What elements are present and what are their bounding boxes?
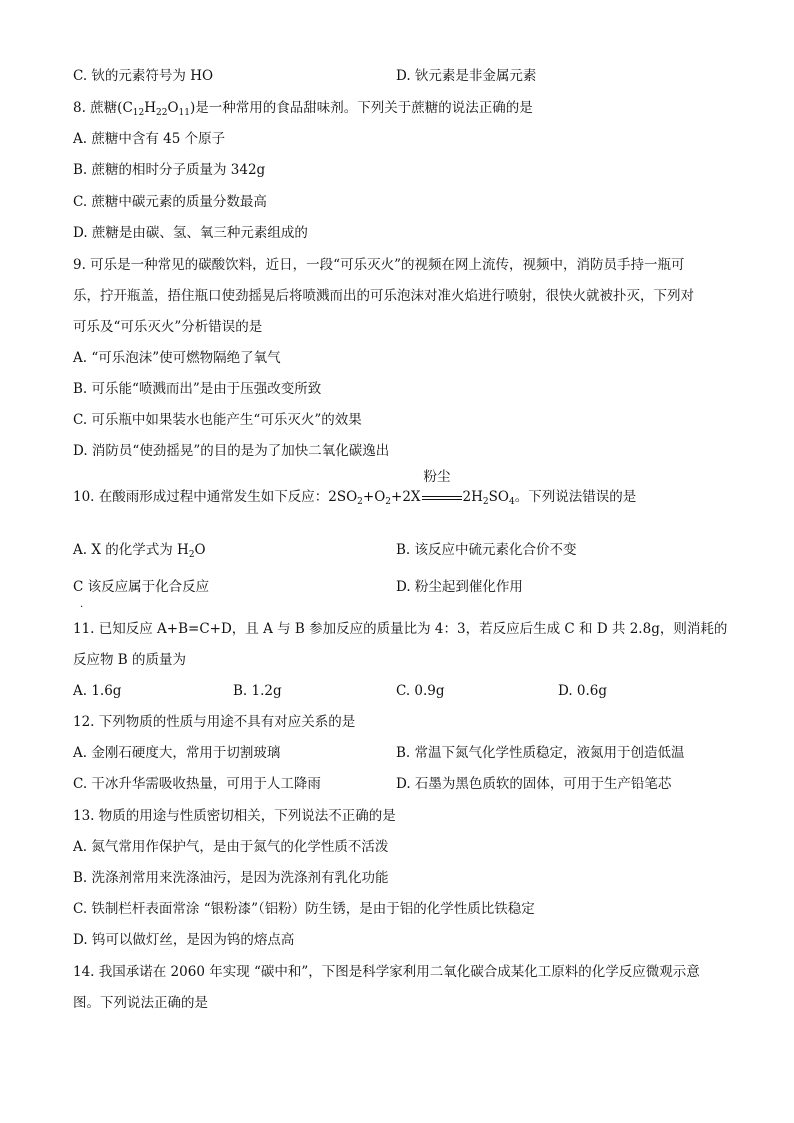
reaction-condition: 粉尘 — [423, 469, 451, 485]
q10-option-b: B. 该反应中硫元素化合价不变 — [396, 542, 577, 558]
q11-option-d: D. 0.6g — [558, 683, 608, 699]
q14-stem-line1: 14. 我国承诺在 2060 年实现 “碳中和”，下图是科学家利用二氧化碳合成某化工原料的化学反应微观示意 — [73, 964, 700, 980]
q9-stem-line3: 可乐及“可乐灭火”分析错误的是 — [73, 319, 263, 335]
q11-option-b: B. 1.2g — [233, 683, 282, 699]
q8-option-b: B. 蔗糖的相时分子质量为 342g — [73, 162, 266, 178]
q10-option-a: A. X 的化学式为 $H_2O$ — [73, 542, 206, 560]
q12-option-d: D. 石墨为黑色质软的固体，可用于生产铅笔芯 — [396, 776, 672, 792]
q9-option-c: C. 可乐瓶中如果装水也能产生“可乐灭火”的效果 — [73, 412, 362, 428]
q8-option-d: D. 蔗糖是由碳、氢、氧三种元素组成的 — [73, 225, 308, 241]
q12-option-a: A. 金刚石硬度大，常用于切割玻璃 — [73, 745, 281, 761]
q10-option-c: C 该反应属于化合反应 — [73, 579, 210, 595]
q11-stem-line1: 11. 已知反应 A+B=C+D，且 A 与 B 参加反应的质量比为 4：3，若反应后生成 C 和 D 共 2.8g，则消耗的 — [73, 621, 728, 637]
q13-stem: 13. 物质的用途与性质密切相关，下列说法不正确的是 — [73, 808, 396, 824]
q10-stem: 10. 在酸雨形成过程中通常发生如下反应：$2SO_2+O_2+2X$ 粉尘 $2H_2SO_4$。下列说法错误的是 — [73, 469, 637, 507]
q8-option-c: C. 蔗糖中碳元素的质量分数最高 — [73, 194, 267, 210]
stray-dot: · — [80, 602, 84, 613]
q9-stem-line1: 9. 可乐是一种常见的碳酸饮料，近日，一段“可乐灭火”的视频在网上流传，视频中，消防员手持一瓶可 — [73, 257, 685, 273]
q10-equation: $2SO_2+O_2+2X$ 粉尘 $2H_2SO_4$ — [328, 469, 515, 507]
q9-option-a: A. “可乐泡沫”使可燃物隔绝了氧气 — [73, 350, 281, 366]
q13-option-b: B. 洗涤剂常用来洗涤油污，是因为洗涤剂有乳化功能 — [73, 870, 389, 886]
q11-stem-line2: 反应物 B 的质量为 — [73, 652, 187, 668]
q13-option-a: A. 氮气常用作保护气，是由于氮气的化学性质不活泼 — [73, 839, 389, 855]
q12-option-b: B. 常温下氮气化学性质稳定，液氮用于创造低温 — [396, 745, 685, 761]
q14-stem-line2: 图。下列说法正确的是 — [73, 995, 208, 1011]
q7-option-c: C. 钬的元素符号为 HO — [73, 68, 214, 84]
q9-option-d: D. 消防员“使劲摇晃”的目的是为了加快二氧化碳逸出 — [73, 443, 390, 459]
q13-option-d: D. 钨可以做灯丝，是因为钨的熔点高 — [73, 932, 295, 948]
q7-option-d: D. 钬元素是非金属元素 — [396, 68, 537, 84]
q13-option-c: C. 铁制栏杆表面常涂 “银粉漆”（铝粉）防生锈，是由于铝的化学性质比铁稳定 — [73, 901, 535, 917]
q11-option-c: C. 0.9g — [396, 683, 445, 699]
equals-sign — [422, 489, 462, 507]
q11-option-a: A. 1.6g — [73, 683, 122, 699]
q8-stem: 8. 蔗糖$(C_{12}H_{22}O_{11})$是一种常用的食品甜味剂。下列关于蔗糖的说法正确的是 — [73, 100, 533, 118]
q9-option-b: B. 可乐能“喷溅而出”是由于压强改变所致 — [73, 381, 322, 397]
q12-option-c: C. 干冰升华需吸收热量，可用于人工降雨 — [73, 776, 321, 792]
q10-option-d: D. 粉尘起到催化作用 — [396, 579, 523, 595]
q12-stem: 12. 下列物质的性质与用途不具有对应关系的是 — [73, 714, 356, 730]
q9-stem-line2: 乐，拧开瓶盖，捂住瓶口使劲摇晃后将喷溅而出的可乐泡沫对准火焰进行喷射，很快火就被扑灭，下列对 — [73, 288, 694, 304]
q8-option-a: A. 蔗糖中含有 45 个原子 — [73, 131, 226, 147]
